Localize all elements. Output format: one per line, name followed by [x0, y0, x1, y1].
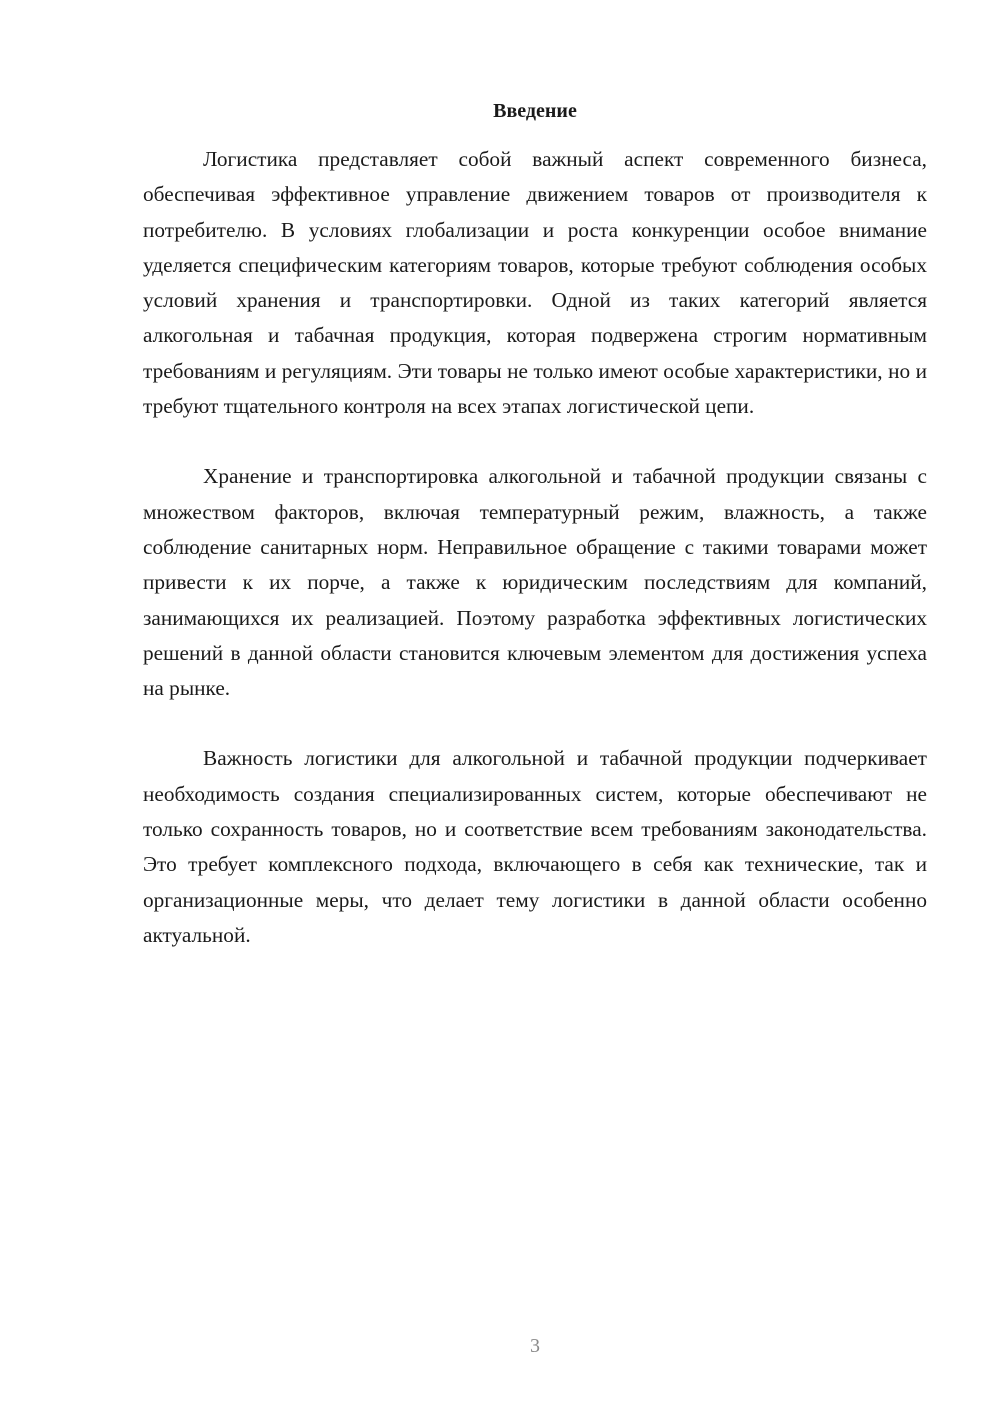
section-heading: Введение [493, 100, 577, 122]
paragraph-2: Хранение и транспортировка алкогольной и табачной продукции связаны с множеством факторов, включая температурный режим, влажность, а также соблюдение санитарных норм. Неправильное обращение с такими товарами может привести к их порче, а также к юридическим последствиям для компаний, занимающихся их реализацией. Поэтому разработка эффективных логистических решений в данной области становится ключевым элементом для достижения успеха на рынке. [143, 464, 927, 701]
paragraph-1: Логистика представляет собой важный аспект современного бизнеса, обеспечивая эффективное управление движением товаров от производителя к потребителю. В условиях глобализации и роста конкуренции особое внимание уделяется специфическим категориям товаров, которые требуют соблюдения особых условий хранения и транспортировки. Одной из таких категорий является алкогольная и табачная продукция, которая подвержена строгим нормативным требованиям и регуляциям. Эти товары не только имеют особые характеристики, но и требуют тщательного контроля на всех этапах логистической цепи. [143, 147, 927, 419]
body-text [143, 142, 927, 988]
paragraph-3: Важность логистики для алкогольной и табачной продукции подчеркивает необходимость создания специализированных систем, которые обеспечивают не только сохранность товаров, но и соответствие всем требованиям законодательства. Это требует комплексного подхода, включающего в себя как технические, так и организационные меры, что делает тему логистики в данной области особенно актуальной. [143, 746, 927, 947]
page-number: 3 [530, 1335, 540, 1357]
